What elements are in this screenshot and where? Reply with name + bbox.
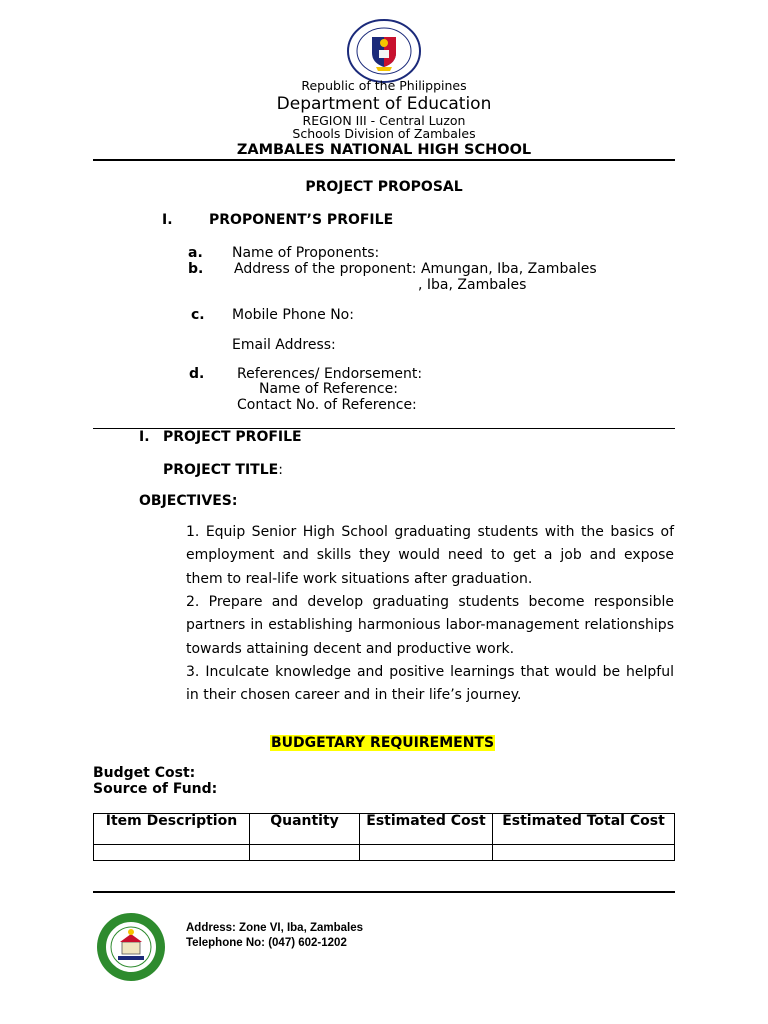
reference-contact-label: Contact No. of Reference: — [237, 397, 417, 413]
division-line: Schools Division of Zambales — [292, 126, 476, 141]
project-title-label: PROJECT TITLE — [163, 462, 279, 478]
deped-seal-logo — [346, 19, 422, 83]
item-b-letter: b. — [188, 261, 204, 277]
footer-telephone: Telephone No: (047) 602-1202 — [186, 937, 347, 949]
table-row — [94, 845, 675, 861]
table-cell — [360, 845, 493, 861]
column-header: Quantity — [250, 814, 360, 845]
item-b-text: Address of the proponent: Amungan, Iba, Zambales — [234, 261, 597, 277]
section2-heading: PROJECT PROFILE — [163, 429, 302, 445]
column-header: Estimated Cost — [360, 814, 493, 845]
item-a-text: Name of Proponents: — [232, 245, 380, 261]
budgetary-requirements-heading: BUDGETARY REQUIREMENTS — [271, 735, 495, 751]
item-c-letter: c. — [191, 307, 205, 323]
item-d-text: References/ Endorsement: — [237, 366, 423, 382]
section1-numeral: I. — [162, 212, 173, 228]
footer-address: Address: Zone VI, Iba, Zambales — [186, 922, 364, 934]
section2-numeral: I. — [139, 429, 150, 445]
item-b-continuation: , Iba, Zambales — [418, 277, 527, 293]
item-c-text: Mobile Phone No: — [232, 307, 354, 323]
item-a-letter: a. — [188, 245, 203, 261]
header-divider — [93, 159, 675, 161]
department-line: Department of Education — [276, 94, 492, 114]
email-label: Email Address: — [232, 337, 336, 353]
table-cell — [250, 845, 360, 861]
school-name: ZAMBALES NATIONAL HIGH SCHOOL — [236, 142, 532, 158]
column-header: Item Description — [94, 814, 250, 845]
column-header: Estimated Total Cost — [493, 814, 675, 845]
objective-item: 3. Inculcate knowledge and positive learnings that would be helpful in their chosen career and in their life’s journey. — [186, 664, 674, 704]
table-cell — [493, 845, 675, 861]
section1-heading: PROPONENT’S PROFILE — [209, 212, 394, 228]
region-line: REGION III - Central Luzon — [302, 113, 466, 128]
document-title: PROJECT PROPOSAL — [305, 179, 463, 195]
objective-item: 2. Prepare and develop graduating students become responsible partners in establishing harmonious labor-management relationships towards attaining decent and productive work. — [186, 594, 674, 657]
reference-name-label: Name of Reference: — [259, 381, 398, 397]
republic-line: Republic of the Philippines — [301, 78, 467, 93]
project-title-row — [163, 462, 283, 478]
table-header-row — [94, 814, 675, 845]
objectives-label: OBJECTIVES: — [139, 493, 238, 509]
objective-item: 1. Equip Senior High School graduating students with the basics of employment and skills they would need to get a job and expose them to real-life work situations after graduation. — [186, 524, 674, 587]
budget-cost-label: Budget Cost: — [93, 765, 196, 781]
school-seal-logo — [96, 912, 166, 982]
source-of-fund-label: Source of Fund: — [93, 781, 218, 797]
budget-table — [93, 813, 675, 861]
footer-divider — [93, 891, 675, 893]
item-d-letter: d. — [189, 366, 205, 382]
project-title-colon: : — [278, 462, 283, 478]
table-cell — [94, 845, 250, 861]
